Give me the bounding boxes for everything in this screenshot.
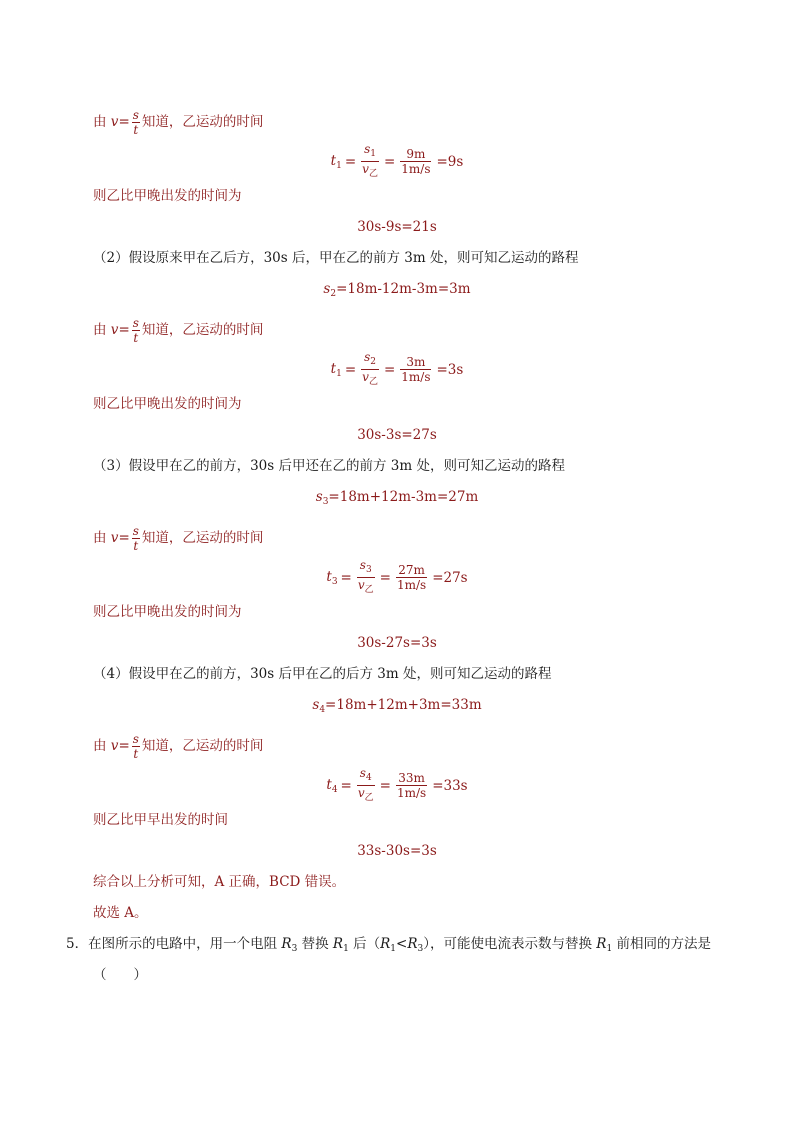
equation-line: 30s-3s=27s bbox=[357, 427, 437, 443]
text-line: 则乙比甲晚出发的时间为 bbox=[93, 604, 242, 620]
text-line bbox=[93, 108, 263, 137]
fraction: $\frac{s}{t}$ bbox=[132, 108, 139, 137]
equation-line: 30s-9s=21s bbox=[357, 219, 437, 235]
text: 由 bbox=[93, 114, 107, 130]
fraction: $\frac{3m}{1m/s}$ bbox=[401, 355, 431, 384]
text-line: （3）假设甲在乙的前方，30s 后甲还在乙的前方 3m 处，则可知乙运动的路程 bbox=[93, 458, 565, 474]
fraction: $\frac{s_4}{v_乙}$ bbox=[357, 766, 374, 803]
equation-line: $t_4$ = $\frac{s_4}{v_乙}$ = $\frac{33m}{1m/s}$ =33s bbox=[326, 766, 468, 803]
fraction: $\frac{s}{t}$ bbox=[132, 316, 139, 345]
fraction: $\frac{s}{t}$ bbox=[132, 524, 139, 553]
math-op: = bbox=[118, 114, 130, 130]
text-line: 则乙比甲早出发的时间 bbox=[93, 812, 228, 828]
text-line: 则乙比甲晚出发的时间为 bbox=[93, 188, 242, 204]
equation-line: $s_3=18m+12m-3m=27m$ bbox=[315, 489, 479, 507]
math-var: v bbox=[110, 114, 119, 130]
fraction: $\frac{9m}{1m/s}$ bbox=[401, 147, 431, 176]
question-5: 5．在图所示的电路中，用一个电阻 $R_3$ 替换 $R_1$ 后$(R_1<R_3)$，可能使电流表示数与替换 $R_1$ 前相同的方法是 bbox=[66, 936, 711, 954]
text-line: 由 v= $\frac{s}{t}$ 知道，乙运动的时间 bbox=[93, 524, 264, 553]
text-line: 由 v= $\frac{s}{t}$ 知道，乙运动的时间 bbox=[93, 316, 264, 345]
equation-line: $t_3$ = $\frac{s_3}{v_乙}$ = $\frac{27m}{1m/s}$ =27s bbox=[326, 558, 468, 595]
equation-line: 33s-30s=3s bbox=[357, 843, 437, 859]
fraction: $\frac{s_2}{v_乙}$ bbox=[362, 350, 378, 387]
fraction: $\frac{s}{t}$ bbox=[132, 732, 139, 761]
text-line: 则乙比甲晚出发的时间为 bbox=[93, 396, 242, 412]
text-line: 故选 A。 bbox=[93, 905, 148, 921]
equation-line: $t_1$ = $\frac{s_1}{v_乙}$ = $\frac{9m}{1m/s}$ =9s bbox=[330, 142, 464, 179]
fraction: $\frac{s_3}{v_乙}$ bbox=[357, 558, 374, 595]
equation-line: 30s-27s=3s bbox=[357, 635, 437, 651]
text-line: 综合以上分析可知，A 正确，BCD 错误。 bbox=[93, 874, 346, 890]
text-line: 由 v= $\frac{s}{t}$ 知道，乙运动的时间 bbox=[93, 732, 264, 761]
fraction: $\frac{27m}{1m/s}$ bbox=[396, 563, 427, 592]
answer-blank: （ ） bbox=[93, 967, 147, 983]
text-line: （4）假设甲在乙的前方，30s 后甲在乙的后方 3m 处，则可知乙运动的路程 bbox=[93, 666, 552, 682]
text: 知道，乙运动的时间 bbox=[141, 114, 264, 130]
equation-line: $t_1$ = $\frac{s_2}{v_乙}$ = $\frac{3m}{1m/s}$ =3s bbox=[330, 350, 464, 387]
fraction: $\frac{s_1}{v_乙}$ bbox=[362, 142, 378, 179]
equation-line: $s_4=18m+12m+3m=33m$ bbox=[312, 697, 482, 715]
fraction: $\frac{33m}{1m/s}$ bbox=[396, 771, 427, 800]
text-line: （2）假设原来甲在乙后方，30s 后，甲在乙的前方 3m 处，则可知乙运动的路程 bbox=[93, 250, 579, 266]
equation-line: $s_2=18m-12m-3m=3m$ bbox=[323, 281, 471, 299]
